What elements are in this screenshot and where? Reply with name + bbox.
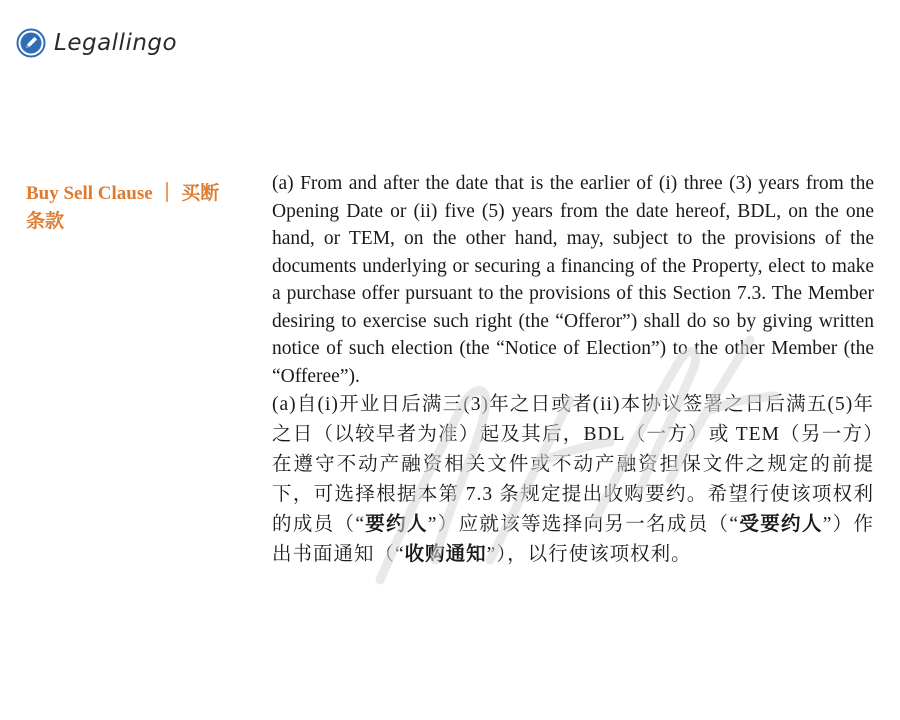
zh-term-notice: 收购通知 xyxy=(404,544,487,565)
zh-part-1: (a)自(i)开业日后满三(3)年之日或者(ii)本协议签署之日后满五(5)年之日（以较早者为准）起及其后，BDL（一方）或 TEM（另一方）在遵守不动产融资相关文件或不动产融资担保文件之规定的前提下，可选择根据本第 7.3 条规定提出收购要约。希望行使该项权利的成员（“ xyxy=(272,394,874,535)
clause-body xyxy=(272,170,874,570)
clause-label: Buy Sell Clause ｜ 买断条款 xyxy=(26,183,220,232)
zh-part-2: ”）应就该等选择向另一名成员（“ xyxy=(427,514,740,535)
clause-chinese-text xyxy=(272,390,874,570)
zh-term-offeree: 受要约人 xyxy=(739,514,823,535)
zh-part-4: ”），以行使该项权利。 xyxy=(486,544,692,565)
zh-term-offeror: 要约人 xyxy=(364,514,428,535)
zh-part-3: ”）作出书面通知（“ xyxy=(272,514,874,565)
clause-english-text: (a) From and after the date that is the earlier of (i) three (3) years from the Opening Date or (ii) five (5) years from the date hereof, BDL, on the one hand, or TEM, on the other hand, may, subject to the provisions of the documents underlying or securing a financing of the Property, elect to make a purchase offer pursuant to the provisions of this Section 7.3. The Member desiring to exercise such right (the “Offeror”) shall do so by giving written notice of such election (the “Notice of Election”) to the other Member (the “Offeree”). xyxy=(272,173,874,387)
brand-header xyxy=(16,28,177,58)
brand-name: Legallingo xyxy=(54,30,178,56)
pen-nib-icon xyxy=(16,28,46,58)
